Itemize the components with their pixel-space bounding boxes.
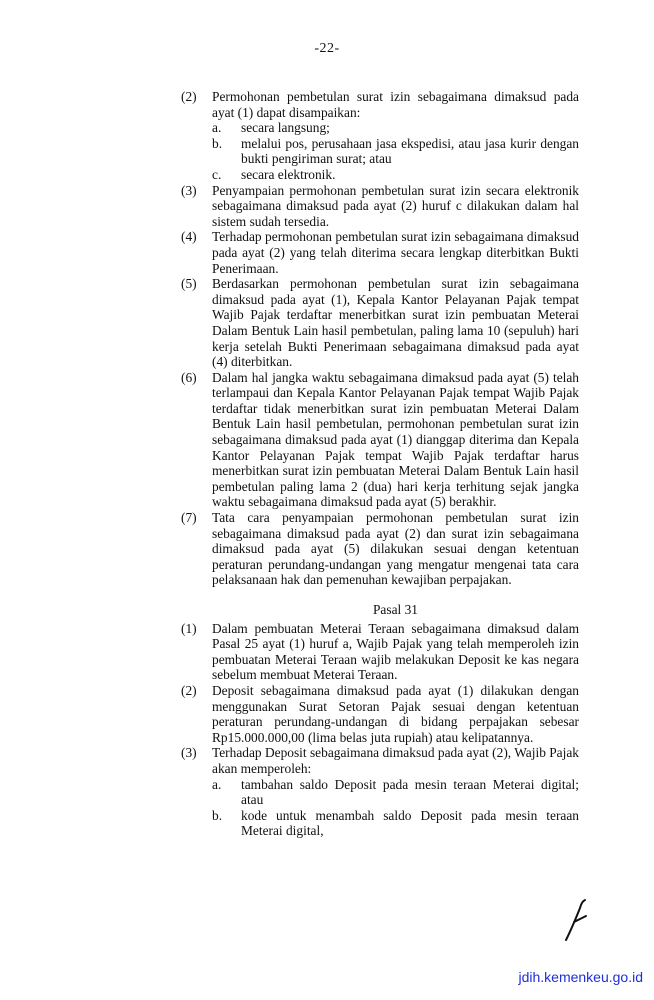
paragraph-text: Deposit sebagaimana dimaksud pada ayat (1) dilakukan dengan menggunakan Surat Setoran Pajak sesuai dengan ketentuan peraturan perundang-undangan di bidang perpajakan sebesar Rp15.000.000,00 (lima belas juta rupiah) atau kelipatannya.	[212, 682, 579, 745]
paragraph-number: (2)	[181, 682, 197, 698]
source-website-link[interactable]: jdih.kemenkeu.go.id	[518, 969, 643, 985]
paragraph-number: (1)	[181, 620, 197, 636]
sub-list	[212, 120, 579, 182]
paragraph-30-3	[181, 183, 579, 230]
list-item	[212, 167, 579, 183]
list-text: kode untuk menambah saldo Deposit pada mesin teraan Meterai digital,	[241, 807, 579, 839]
list-text: secara elektronik.	[241, 166, 336, 182]
paragraph-number: (3)	[181, 182, 197, 198]
paragraph-31-2	[181, 683, 579, 745]
paragraph-31-3	[181, 745, 579, 839]
list-letter: b.	[212, 135, 223, 151]
paragraph-text: Dalam hal jangka waktu sebagaimana dimaksud pada ayat (5) telah terlampaui dan Kepala Kantor Pelayanan Pajak tempat Wajib Pajak terdaftar tidak menerbitkan surat izin pembuatan Meterai Dalam Bentuk Lain hasil pembetulan, permohonan pembetulan surat izin sebagaimana dimaksud pada ayat (1) dianggap diterima dan Kepala Kantor Pelayanan Pajak tempat Wajib Pajak terdaftar harus menerbitkan surat izin pembuatan Meterai Dalam Bentuk Lain hasil pembetulan paling lama 2 (dua) hari kerja terhitung sejak jangka waktu sebagaimana dimaksud pada ayat (5) berakhir.	[212, 369, 579, 510]
paragraph-text: Penyampaian permohonan pembetulan surat izin secara elektronik sebagaimana dimaksud pada ayat (2) huruf c dilakukan dalam hal sistem sudah tersedia.	[212, 182, 579, 229]
paragraph-31-1	[181, 621, 579, 683]
paragraph-text: Terhadap Deposit sebagaimana dimaksud pada ayat (2), Wajib Pajak akan memperoleh:	[212, 745, 579, 776]
paragraph-text: Terhadap permohonan pembetulan surat izin sebagaimana dimaksud pada ayat (2) yang telah diterima secara lengkap diterbitkan Bukti Penerimaan.	[212, 229, 579, 276]
paraf-signature-mark	[562, 898, 588, 942]
list-item	[212, 136, 579, 167]
paragraph-text: Permohonan pembetulan surat izin sebagaimana dimaksud pada ayat (1) dapat disampaikan:	[212, 89, 579, 120]
list-letter: b.	[212, 807, 223, 823]
paragraph-30-4	[181, 229, 579, 276]
list-letter: c.	[212, 166, 222, 182]
document-body	[181, 89, 579, 839]
page-number: -22-	[314, 41, 340, 56]
list-text: secara langsung;	[241, 120, 330, 136]
paragraph-number: (5)	[181, 276, 197, 292]
paragraph-number: (6)	[181, 369, 197, 385]
article-title: Pasal 31	[372, 602, 418, 617]
list-text: melalui pos, perusahaan jasa ekspedisi, atau jasa kurir dengan bukti pengiriman surat; atau	[241, 135, 579, 167]
paragraph-text: Berdasarkan permohonan pembetulan surat izin sebagaimana dimaksud pada ayat (1), Kepala Kantor Pelayanan Pajak tempat Wajib Pajak terdaftar menerbitkan surat izin pembuatan Meterai Dalam Bentuk Lain hasil pembetulan, paling lama 10 (sepuluh) hari kerja setelah Bukti Penerimaan sebagaimana dimaksud pada ayat (4) diterbitkan.	[212, 276, 579, 370]
paragraph-number: (3)	[181, 745, 197, 761]
paragraph-number: (2)	[181, 89, 197, 104]
paragraph-30-7	[181, 510, 579, 588]
paragraph-text: Tata cara penyampaian permohonan pembetulan surat izin sebagaimana dimaksud pada ayat (2) dan surat izin sebagaimana dimaksud pada ayat (5) dilakukan sesuai dengan ketentuan peraturan perundang-undangan yang mengatur mengenai tata cara pelaksanaan hak dan pemenuhan kewajiban perpajakan.	[212, 510, 579, 588]
list-letter: a.	[212, 776, 222, 792]
paragraph-30-2	[181, 89, 579, 183]
paragraph-30-5	[181, 276, 579, 370]
list-text: tambahan saldo Deposit pada mesin teraan Meterai digital; atau	[241, 776, 579, 808]
paragraph-number: (4)	[181, 229, 197, 245]
paragraph-30-6	[181, 370, 579, 510]
list-letter: a.	[212, 120, 222, 136]
paragraph-text: Dalam pembuatan Meterai Teraan sebagaimana dimaksud dalam Pasal 25 ayat (1) huruf a, Wajib Pajak yang telah memperoleh izin pembuatan Meterai Teraan wajib melakukan Deposit ke kas negara sebelum membuat Meterai Teraan.	[212, 620, 579, 683]
sub-list	[212, 777, 579, 839]
list-item	[212, 808, 579, 839]
list-item	[212, 120, 579, 136]
list-item	[212, 777, 579, 808]
paragraph-number: (7)	[181, 510, 197, 526]
